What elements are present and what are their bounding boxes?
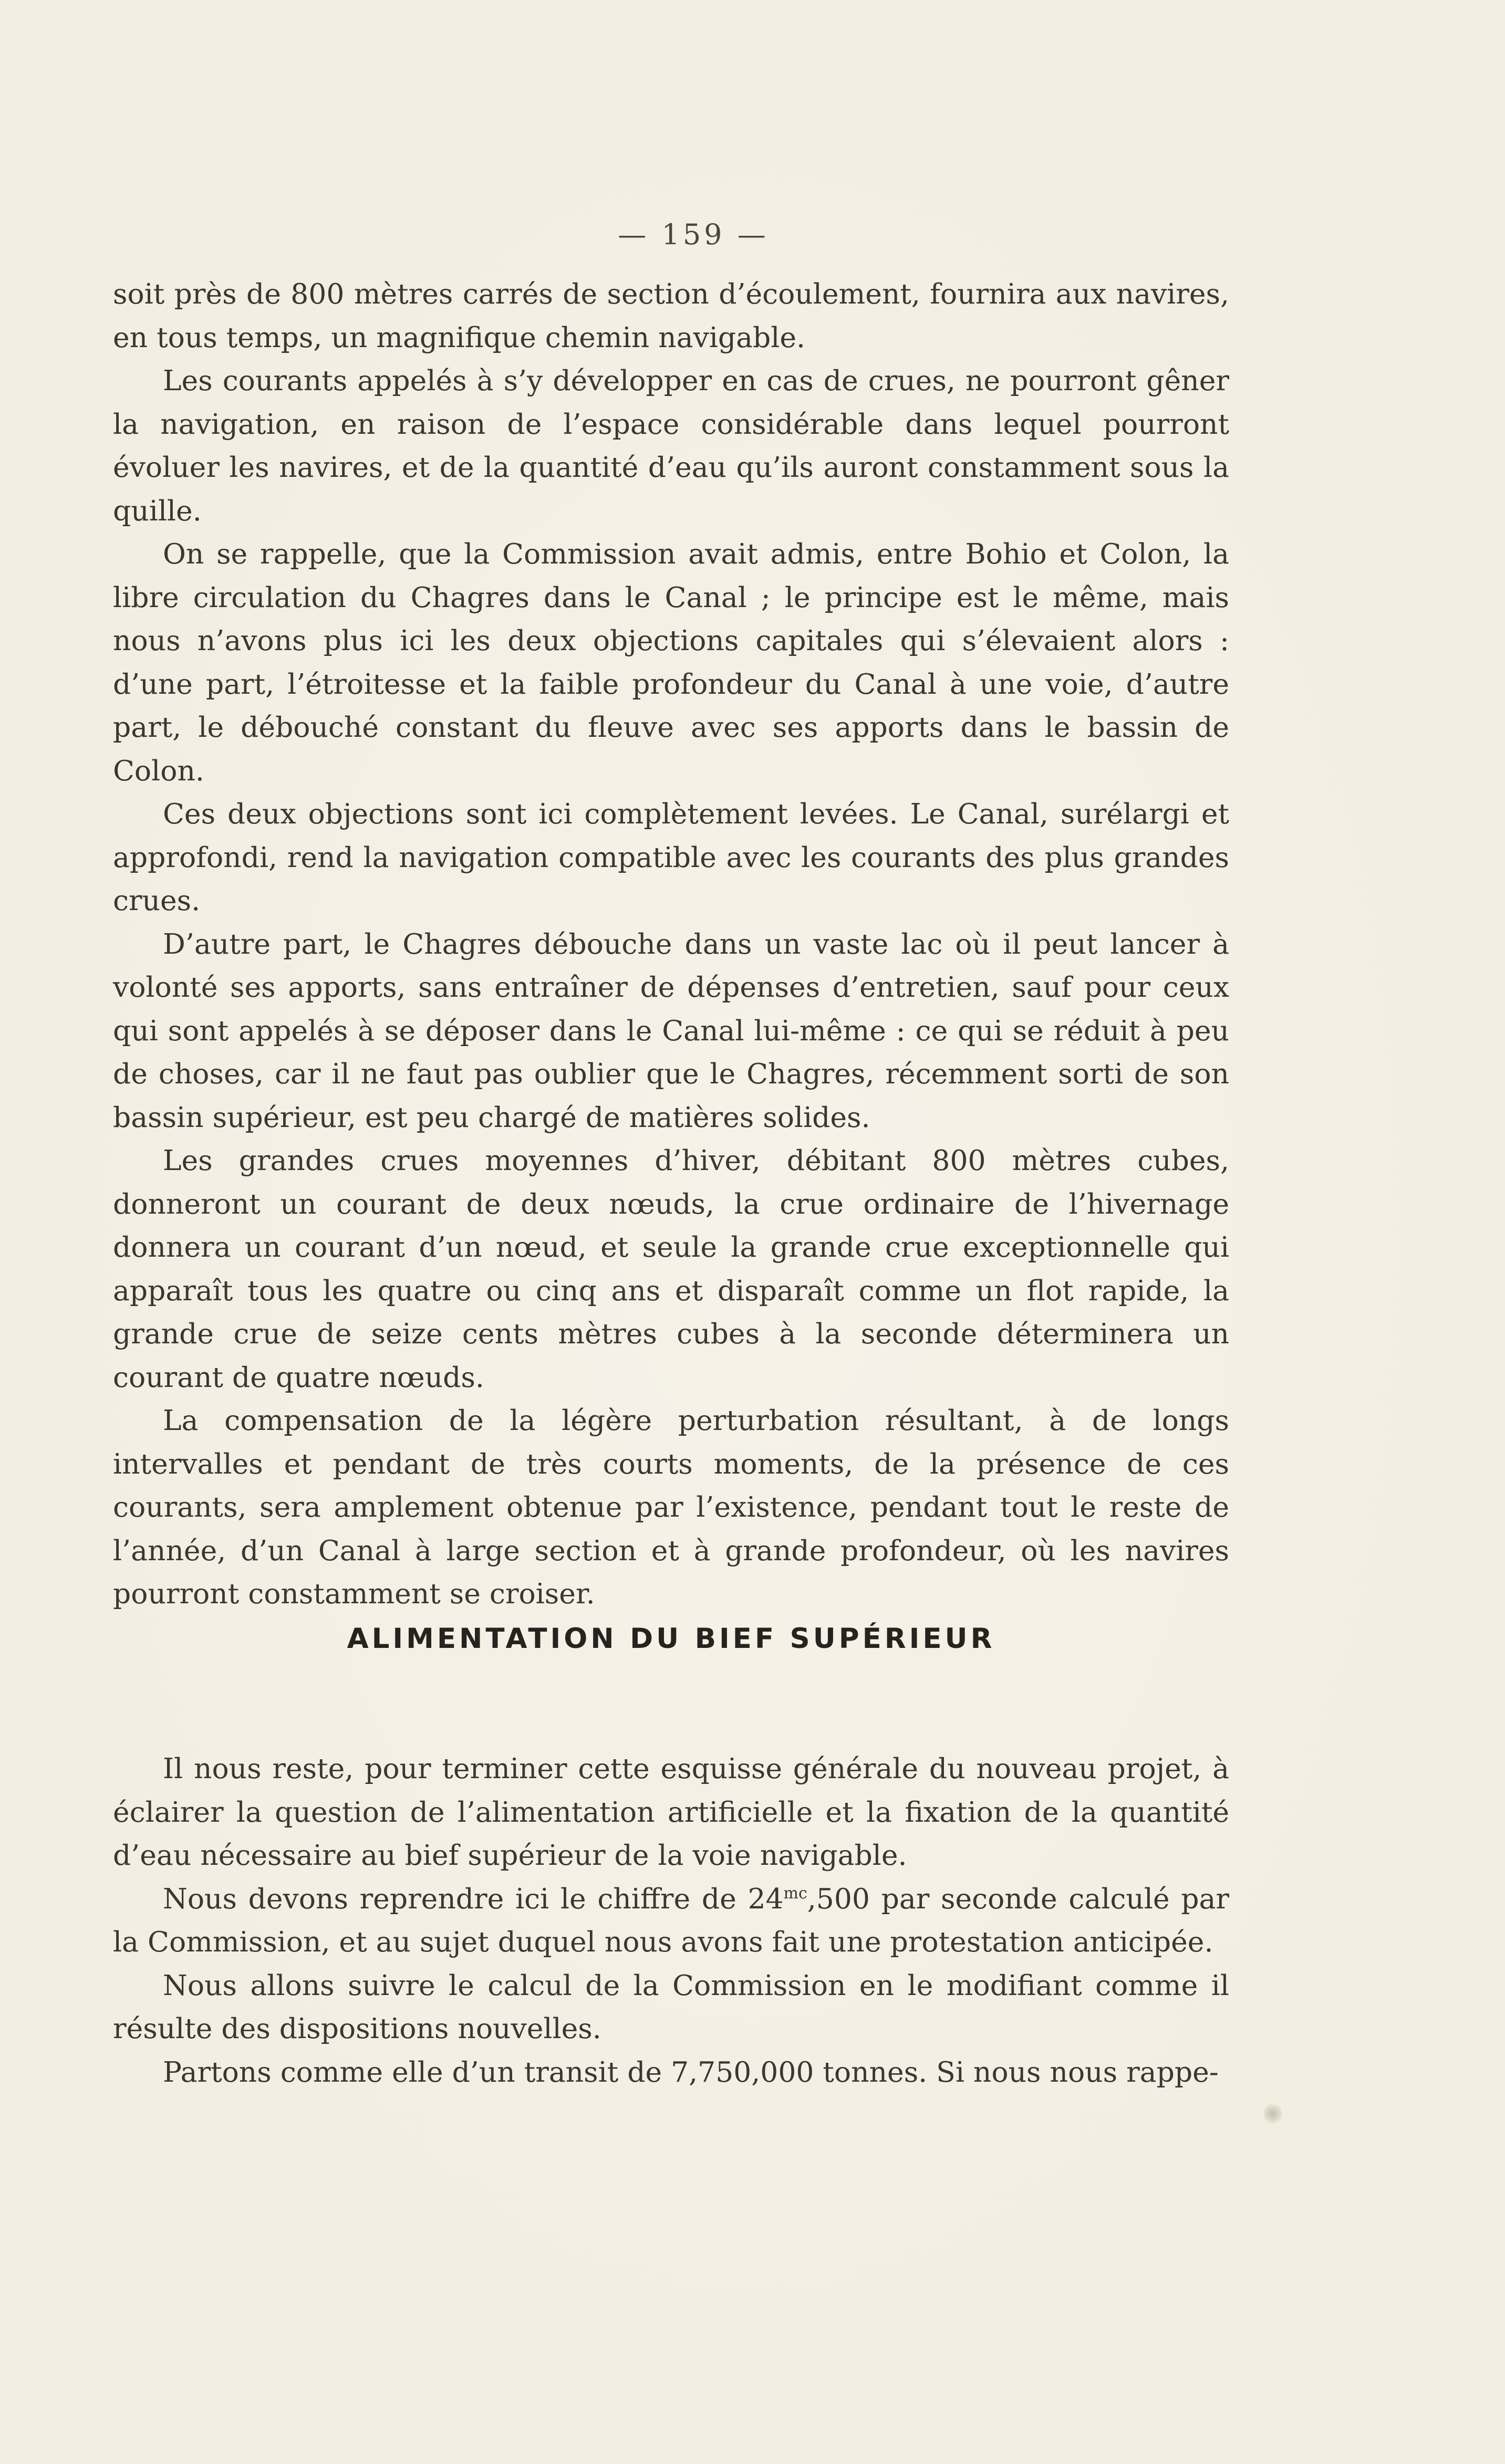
paragraph: Partons comme elle d’un transit de 7,750,000 tonnes. Si nous nous rappe- (163, 2055, 1219, 2089)
paragraph: soit près de 800 mètres carrés de section d’écoulement, fournira aux navires, en tous temps, un magnifique chemin navigable. (113, 277, 1229, 354)
paragraph: Il nous reste, pour terminer cette esquisse générale du nouveau projet, à éclairer la question de l’alimentation artificielle et la fixation de la quantité d’eau nécessaire au bief supérieur de la voie navigable. (113, 1752, 1229, 1872)
ink-smudge (1263, 2103, 1282, 2124)
paragraph: Les grandes crues moyennes d’hiver, débitant 800 mètres cubes, donneront un courant de deux nœuds, la crue ordinaire de l’hivernage donnera un courant d’un nœud, et seule la grande crue exceptionnelle qui apparaît tous les quatre ou cinq ans et disparaît comme un flot rapide, la grande crue de seize cents mètres cubes à la seconde déterminera un courant de quatre nœuds. (113, 1144, 1229, 1394)
unit-superscript: mc (783, 1884, 807, 1903)
body-text-section-1 (113, 273, 1229, 1616)
body-text-section-2 (113, 1747, 1229, 2094)
paragraph: La compensation de la légère perturbation résultant, à de longs intervalles et pendant de très courts moments, de la présence de ces courants, sera amplement obtenue par l’existence, pendant tout le reste de l’année, d’un Canal à large section et à grande profondeur, où les navires pourront constamment se croiser. (113, 1404, 1229, 1610)
page-number: — 159 — (618, 218, 769, 251)
paragraph-text: Nous devons reprendre ici le chiffre de 24 (163, 1882, 784, 1915)
section-heading: ALIMENTATION DU BIEF SUPÉRIEUR (347, 1623, 995, 1655)
paragraph: Les courants appelés à s’y développer en cas de crues, ne pourront gêner la navigation, en raison de l’espace considérable dans lequel pourront évoluer les navires, et de la quantité d’eau qu’ils auront constamment sous la quille. (113, 364, 1229, 527)
paragraph: Nous allons suivre le calcul de la Commission en le modifiant comme il résulte des dispositions nouvelles. (113, 1968, 1229, 2045)
paragraph: Ces deux objections sont ici complètement levées. Le Canal, surélargi et approfondi, rend la navigation compatible avec les courants des plus grandes crues. (113, 797, 1229, 917)
paragraph (113, 1877, 1229, 1964)
paragraph: On se rappelle, que la Commission avait admis, entre Bohio et Colon, la libre circulation du Chagres dans le Canal ; le principe est le même, mais nous n’avons plus ici les deux objections capitales qui s’élevaient alors : d’une part, l’étroitesse et la faible profondeur du Canal à une voie, d’autre part, le débouché constant du fleuve avec ses apports dans le bassin de Colon. (113, 537, 1229, 787)
paragraph-text: ,500 par seconde calculé par la Commission, et au sujet duquel nous avons fait une protestation anticipée. (113, 1882, 1229, 1958)
paragraph: D’autre part, le Chagres débouche dans un vaste lac où il peut lancer à volonté ses apports, sans entraîner de dépenses d’entretien, sauf pour ceux qui sont appelés à se déposer dans le Canal lui-même : ce qui se réduit à peu de choses, car il ne faut pas oublier que le Chagres, récemment sorti de son bassin supérieur, est peu chargé de matières solides. (113, 927, 1229, 1134)
